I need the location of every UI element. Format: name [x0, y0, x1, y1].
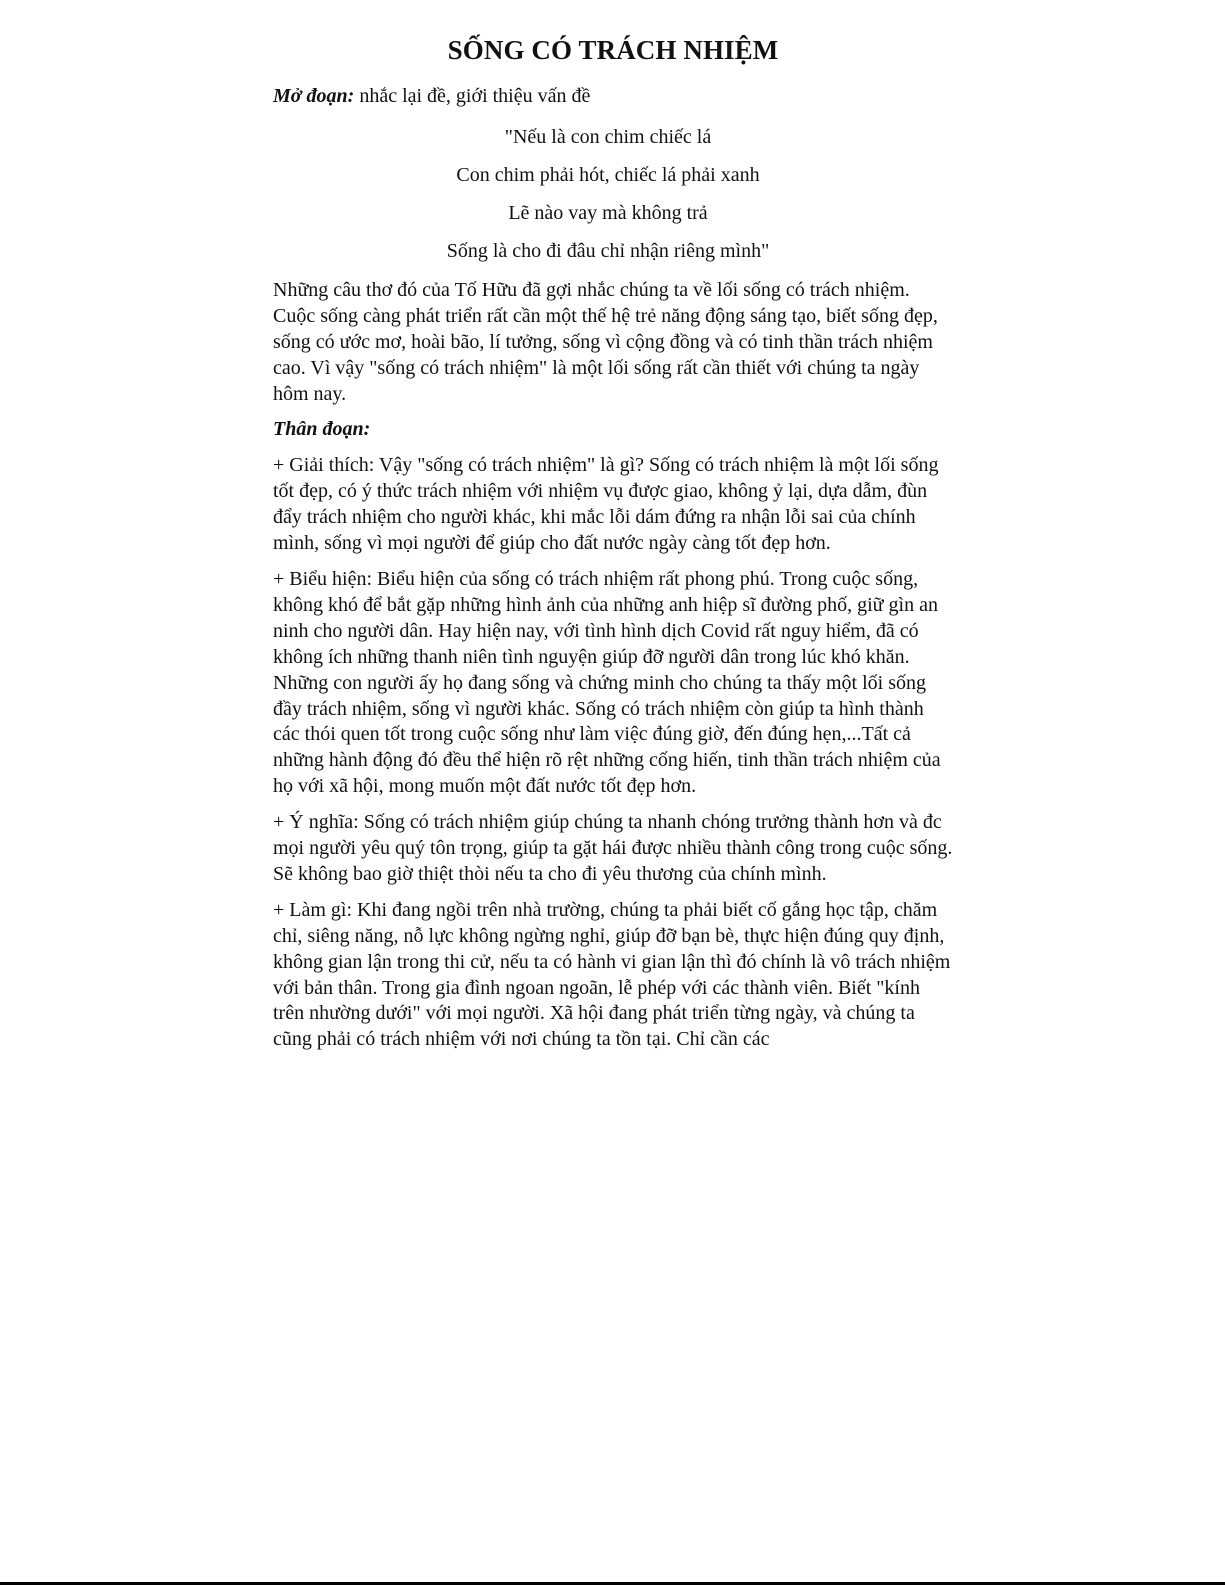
- explanation-paragraph: + Giải thích: Vậy "sống có trách nhiệm" là gì? Sống có trách nhiệm là một lối sống tốt đẹp, có ý thức trách nhiệm với nhiệm vụ được giao, không ỷ lại, dựa dẫm, đùn đẩy trách nhiệm cho người khác, khi mắc lỗi dám đứng ra nhận lỗi sai của chính mình, sống vì mọi người để giúp cho đất nước ngày càng tốt đẹp hơn.: [273, 454, 939, 555]
- poem-line-2: Con chim phải hót, chiếc lá phải xanh: [456, 163, 760, 186]
- action-paragraph: + Làm gì: Khi đang ngồi trên nhà trường, chúng ta phải biết cố gắng học tập, chăm chỉ, siêng năng, nỗ lực không ngừng nghỉ, giúp đỡ bạn bè, thực hiện đúng quy định, không gian lận trong thi cử, nếu ta có hành vi gian lận thì đó chính là vô trách nhiệm với bản thân. Trong gia đình ngoan ngoãn, lễ phép với các thành viên. Biết "kính trên nhường dưới" với mọi người. Xã hội đang phát triển từng ngày, và chúng ta cũng phải có trách nhiệm với nơi chúng ta tồn tại. Chỉ cần các: [273, 898, 951, 1051]
- poem-line-4: Sống là cho đi đâu chỉ nhận riêng mình": [446, 239, 770, 262]
- body-heading: Thân đoạn:: [273, 418, 371, 441]
- poem-line-1: "Nếu là con chim chiếc lá: [504, 125, 712, 148]
- intro-paragraph: Những câu thơ đó của Tố Hữu đã gợi nhắc chúng ta về lối sống có trách nhiệm. Cuộc sống càng phát triển rất cần một thế hệ trẻ năng động sáng tạo, biết sống đẹp, sống có ước mơ, hoài bão, lí tưởng, sống vì cộng đồng và có tinh thần trách nhiệm cao. Vì vậy "sống có trách nhiệm" là một lối sống rất cần thiết với chúng ta ngày hôm nay.: [273, 278, 938, 405]
- document-title: SỐNG CÓ TRÁCH NHIỆM: [447, 35, 779, 65]
- poem-block: [273, 118, 953, 270]
- intro-label: Mở đoạn:: [273, 85, 355, 107]
- meaning-paragraph: + Ý nghĩa: Sống có trách nhiệm giúp chúng ta nhanh chóng trưởng thành hơn và đc mọi người yêu quý tôn trọng, giúp ta gặt hái được nhiều thành công trong cuộc sống. Sẽ không bao giờ thiệt thòi nếu ta cho đi yêu thương của chính mình.: [273, 811, 953, 885]
- poem-line-3: Lẽ nào vay mà không trả: [508, 201, 708, 224]
- intro-line: [273, 84, 953, 110]
- document-content: [273, 30, 953, 1063]
- manifestation-paragraph: + Biểu hiện: Biểu hiện của sống có trách nhiệm rất phong phú. Trong cuộc sống, không khó để bắt gặp những hình ảnh của những anh hiệp sĩ đường phố, giữ gìn an ninh cho người dân. Hay hiện nay, với tình hình dịch Covid rất nguy hiểm, đã có không ích những thanh niên tình nguyện giúp đỡ người dân trong lúc khó khăn. Những con người ấy họ đang sống và chứng minh cho chúng ta thấy một lối sống đầy trách nhiệm, sống vì người khác. Sống có trách nhiệm còn giúp ta hình thành các thói quen tốt trong cuộc sống như làm việc đúng giờ, đến đúng hẹn,...Tất cả những hành động đó đều thể hiện rõ rệt những cống hiến, tinh thần trách nhiệm của họ với xã hội, mong muốn một đất nước tốt đẹp hơn.: [273, 567, 941, 798]
- intro-text: nhắc lại đề, giới thiệu vấn đề: [354, 85, 591, 107]
